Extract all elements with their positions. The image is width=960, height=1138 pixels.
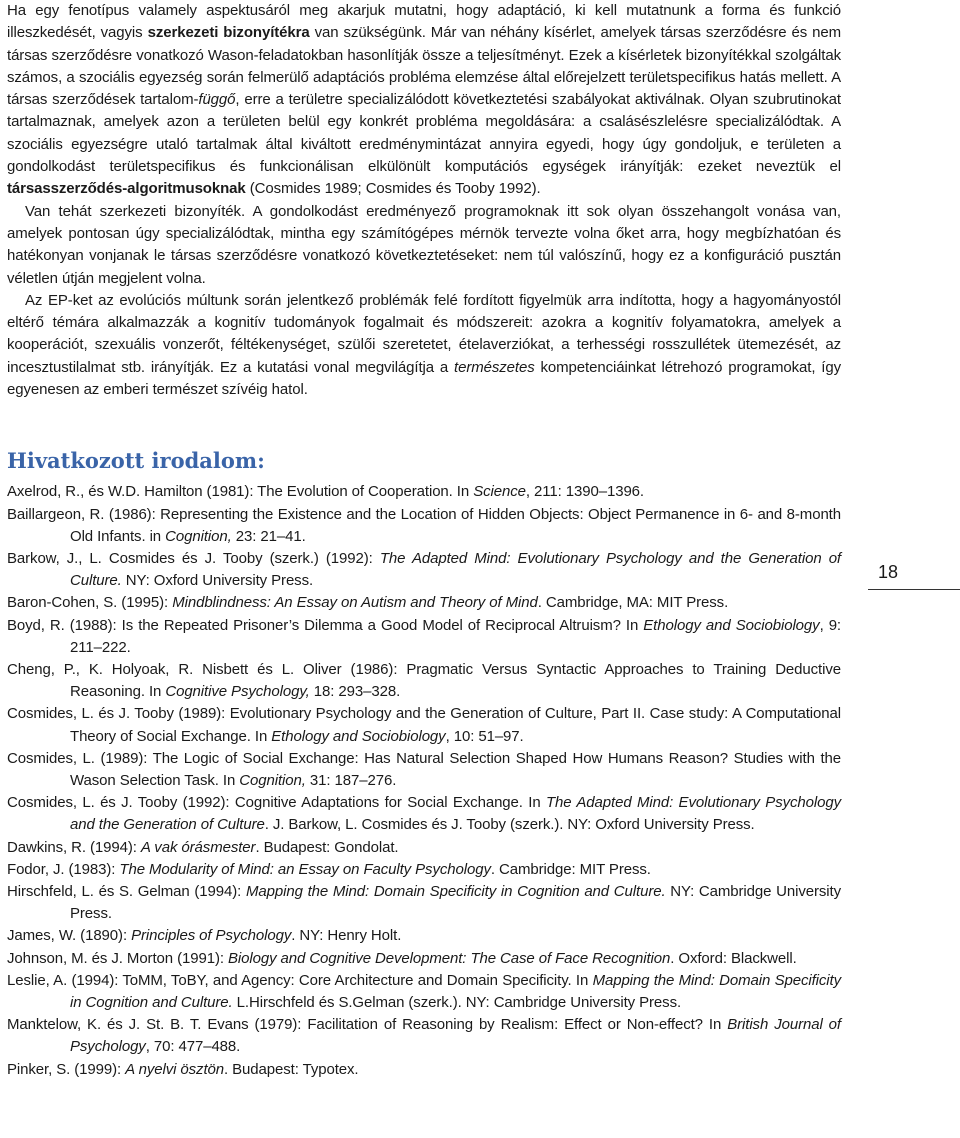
- text-run: Cosmides, L. és J. Tooby (1989): Evolutionary Psychology and the Generation of Culture, Part II. Case study: A Computational Theory of Social Exchange. In: [7, 705, 841, 745]
- italic-text-run: A nyelvi ösztön: [125, 1060, 224, 1078]
- text-run: Manktelow, K. és J. St. B. T. Evans (1979): Facilitation of Reasoning by Realism: Effect or Non-effect? In: [7, 1016, 728, 1034]
- text-run: van szükségünk. Már van néhány kísérlet, amelyek társas szerződésre és nem társas szerződésre vonatkozó Wason-feladatokban hasonlítják össze a teljesítményt. Ezek a kísérletek bizonyítékkal szolgáltak számos, a szociális egyezség során felmerülő adaptációs probléma elemzése által előrejelzett területspecifikus hatás mellett. A társas szerződések tartalom-: [7, 24, 842, 109]
- text-run: James, W. (1890):: [7, 927, 132, 945]
- text-run: . Cambridge: MIT Press.: [490, 860, 651, 878]
- references-heading: Hivatkozott irodalom:: [7, 448, 265, 474]
- body-paragraph-2: [7, 201, 841, 290]
- italic-text-run: Cognitive Psychology,: [165, 683, 310, 701]
- reference-item: [7, 659, 841, 703]
- reference-item: [7, 748, 841, 792]
- text-run: Fodor, J. (1983):: [7, 860, 120, 878]
- text-run: Baron-Cohen, S. (1995):: [7, 594, 173, 612]
- italic-text-run: Ethology and Sociobiology: [271, 727, 446, 745]
- italic-text-run: Mapping the Mind: Domain Specificity in Cognition and Culture.: [70, 971, 841, 1012]
- text-run: 18: 293–328.: [309, 683, 401, 701]
- text-run: Az EP-ket az evolúciós múltunk során jelentkező problémák felé fordított figyelmük arra indította, hogy a hagyományostól eltérő témára alkalmazzák a kognitív tudományok fogalmait és módszereit: azokra a kognitív folyamatokra, amelyek a kooperációt, szexuális vonzerőt, féltékenységet, szülői szeretetet, ételaverziókat, a terhességi rosszullétek ütemezését, az incesztustilalmat stb. irányítják. Ez a kutatási vonal megvilágítja a: [7, 291, 841, 376]
- text-run: Axelrod, R., és W.D. Hamilton (1981): The Evolution of Cooperation. In: [7, 483, 474, 501]
- italic-text-run: The Modularity of Mind: an Essay on Faculty Psychology: [119, 860, 491, 878]
- text-run: , erre a területre specializálódott következtetési szabályokat aktiválnak. Olyan szubrutinokat tartalmaznak, amelyek azon a területen belül egy konkrét probléma megoldására: a csalásészlelésre specializálódtak. A szociális egyezségre utaló tartalmak által kiváltott eredménymintázat annyira egyedi, hogy úgy gondoljuk, e területen a gondolkodást területspecifikus és funkcionálisan elkülönült komputációs egységek irányítják: ezeket neveztük el: [7, 91, 841, 176]
- reference-item: [7, 592, 841, 614]
- text-run: Cheng, P., K. Holyoak, R. Nisbett és L. Oliver (1986): Pragmatic Versus Syntactic Approaches to Training Deductive Reasoning. In: [7, 660, 841, 701]
- bold-text-run: szerkezeti bizonyítékra: [147, 24, 310, 42]
- text-run: kompetenciáinkat létrehozó programokat, így egyenesen az emberi természet szívéig hatol.: [7, 358, 841, 399]
- reference-list: [7, 481, 841, 1080]
- page-number-text: 18: [878, 562, 899, 582]
- text-run: , 211: 1390–1396.: [525, 483, 644, 501]
- italic-text-run: Cognition,: [165, 527, 232, 545]
- text-run: Johnson, M. és J. Morton (1991):: [7, 949, 228, 967]
- reference-item: [7, 970, 841, 1014]
- italic-text-run: Ethology and Sociobiology: [643, 616, 820, 634]
- text-run: NY: Cambridge University Press.: [70, 883, 841, 923]
- text-run: Cosmides, L. (1989): The Logic of Social Exchange: Has Natural Selection Shaped How Humans Reason? Studies with the Wason Selection Task. In: [7, 749, 841, 789]
- document-page: [7, 0, 841, 1081]
- text-run: Leslie, A. (1994): ToMM, ToBY, and Agency: Core Architecture and Domain Specificity. In: [7, 971, 593, 989]
- reference-item: [7, 859, 841, 881]
- text-run: , 70: 477–488.: [145, 1038, 241, 1056]
- text-run: , 9: 211–222.: [70, 616, 842, 656]
- italic-text-run: The Adapted Mind: Evolutionary Psychology and the Generation of Culture: [70, 794, 841, 834]
- italic-text-run: Mapping the Mind: Domain Specificity in Cognition and Culture.: [245, 883, 666, 900]
- reference-item: [7, 881, 841, 925]
- text-run: Van tehát szerkezeti bizonyíték. A gondolkodást eredményező programoknak itt sok olyan összehangolt vonása van, amelyek pontosan úgy specializálódtak, mintha egy számítógépes mérnök tervezte volna őket arra, hogy megbízhatóan és hatékonyan vonjanak le társas szerződésre vonatkozó következtetéseket: nem túl valószínű, hogy ez a konfiguráció pusztán véletlen útján megjelent volna.: [7, 202, 841, 287]
- text-run: 23: 21–41.: [231, 527, 306, 545]
- italic-text-run: A vak órásmester: [140, 838, 256, 856]
- italic-text-run: Mindblindness: An Essay on Autism and Theory of Mind: [172, 594, 538, 612]
- text-run: Baillargeon, R. (1986): Representing the Existence and the Location of Hidden Objects: Object Permanence in 6- and 8-month Old Infants. in: [7, 505, 841, 545]
- reference-item: [7, 615, 841, 659]
- reference-item: [7, 837, 841, 859]
- italic-text-run: természetes: [454, 358, 535, 376]
- reference-item: [7, 792, 841, 836]
- reference-item: [7, 1014, 841, 1058]
- italic-text-run: Principles of Psychology: [131, 927, 292, 945]
- text-run: Cosmides, L. és J. Tooby (1992): Cognitive Adaptations for Social Exchange. In: [7, 794, 546, 812]
- italic-text-run: függő: [198, 91, 236, 109]
- reference-item: [7, 703, 841, 747]
- text-run: . Oxford: Blackwell.: [670, 949, 797, 967]
- section-gap: [7, 401, 841, 431]
- bold-text-run: társasszerződés-algoritmusoknak: [7, 180, 246, 198]
- body-paragraph-3: [7, 290, 841, 401]
- text-run: . NY: Henry Holt.: [291, 927, 402, 945]
- text-run: L.Hirschfeld és S.Gelman (szerk.). NY: Cambridge University Press.: [232, 994, 682, 1012]
- text-run: Barkow, J., L. Cosmides és J. Tooby (szerk.) (1992):: [7, 549, 380, 567]
- text-run: , 10: 51–97.: [445, 727, 524, 745]
- reference-item: [7, 1059, 841, 1081]
- italic-text-run: Cognition,: [239, 771, 306, 789]
- reference-item: [7, 504, 841, 548]
- text-run: . Budapest: Typotex.: [224, 1060, 359, 1078]
- italic-text-run: The Adapted Mind: Evolutionary Psychology and the Generation of Culture.: [70, 549, 841, 590]
- text-run: Hirschfeld, L. és S. Gelman (1994):: [7, 883, 246, 900]
- page-number: [868, 562, 960, 590]
- text-run: . Budapest: Gondolat.: [255, 838, 399, 856]
- text-run: NY: Oxford University Press.: [121, 572, 314, 590]
- text-run: Dawkins, R. (1994):: [7, 838, 141, 856]
- reference-item: [7, 948, 841, 970]
- text-run: . Cambridge, MA: MIT Press.: [537, 594, 729, 612]
- italic-text-run: Science: [473, 483, 526, 501]
- reference-item: [7, 481, 841, 503]
- reference-item: [7, 548, 841, 592]
- text-run: Pinker, S. (1999):: [7, 1060, 126, 1078]
- text-run: 31: 187–276.: [305, 771, 397, 789]
- text-run: . J. Barkow, L. Cosmides és J. Tooby (szerk.). NY: Oxford University Press.: [264, 816, 755, 834]
- text-run: (Cosmides 1989; Cosmides és Tooby 1992).: [245, 180, 541, 198]
- text-run: Boyd, R. (1988): Is the Repeated Prisoner’s Dilemma a Good Model of Reciprocal Altruism? In: [7, 616, 644, 634]
- body-paragraph-1: [7, 0, 841, 201]
- italic-text-run: Biology and Cognitive Development: The Case of Face Recognition: [227, 949, 671, 967]
- italic-text-run: British Journal of Psychology: [70, 1016, 841, 1056]
- reference-item: [7, 925, 841, 947]
- text-run: Ha egy fenotípus valamely aspektusáról meg akarjuk mutatni, hogy adaptáció, ki kell mutatnunk a forma és funkció illeszkedését, vagyis: [7, 2, 841, 42]
